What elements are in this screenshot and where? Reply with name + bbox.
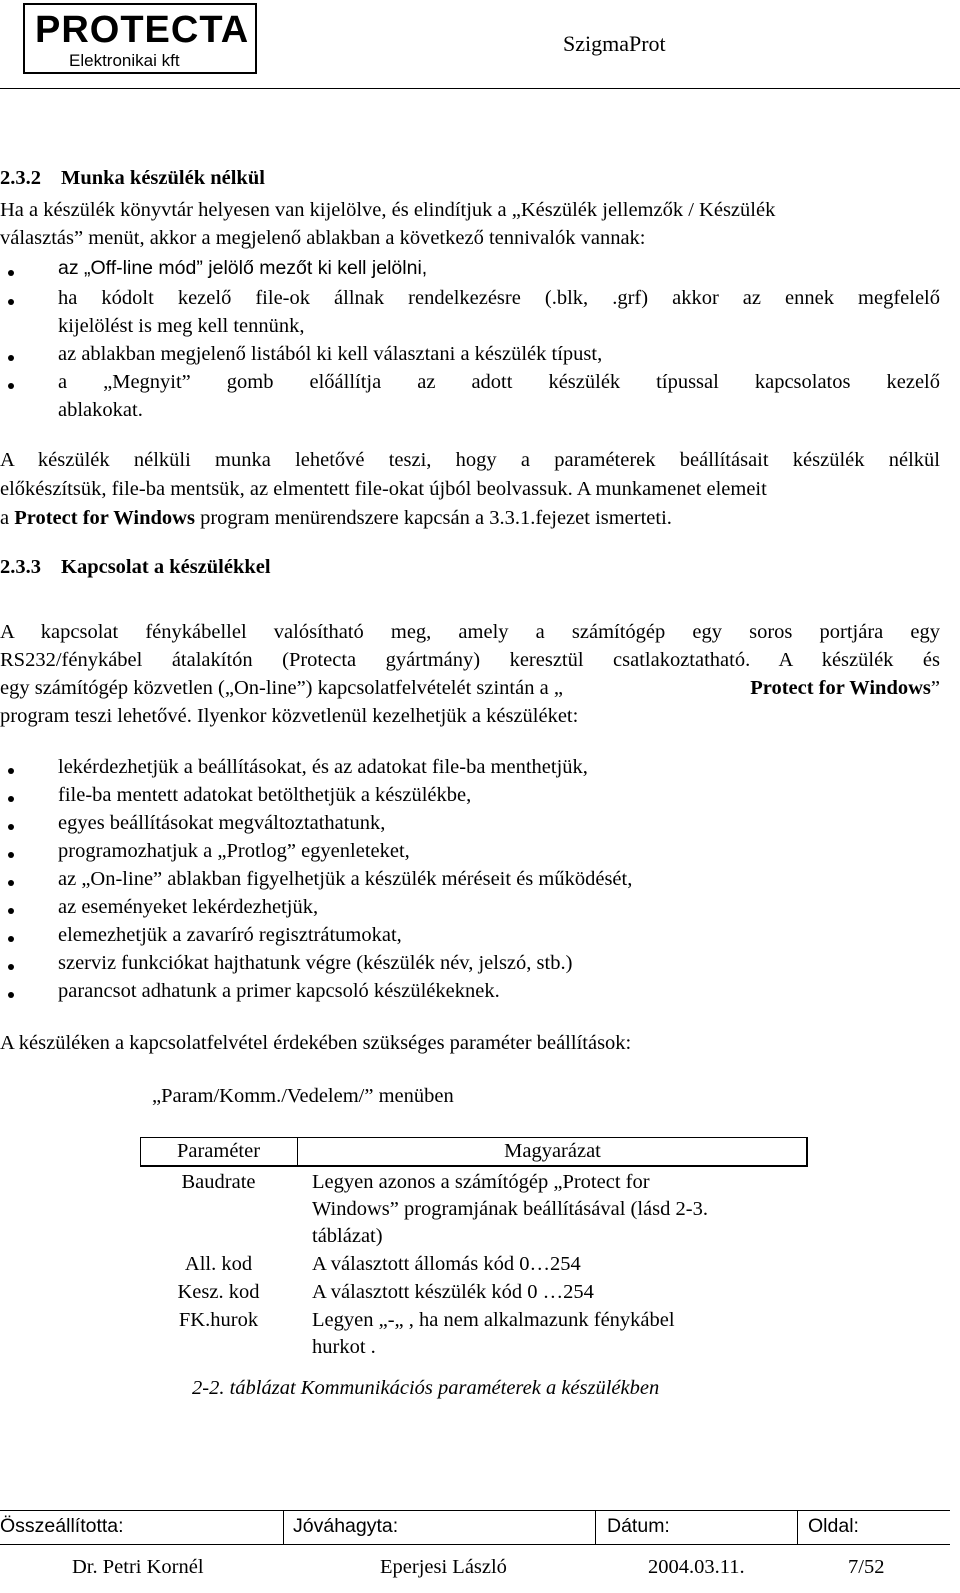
logo-text: PROTECTA <box>35 9 250 51</box>
settings-intro: A készüléken a kapcsolatfelvétel érdekében szükséges paraméter beállítások: <box>0 1032 632 1054</box>
bullet-icon <box>8 796 14 802</box>
paragraph-line <box>0 506 672 530</box>
footer-label-author: Összeállította: <box>0 1515 124 1537</box>
table-cell-desc: hurkot . <box>312 1336 376 1358</box>
list-item: az „Off-line mód” jelölő mezőt ki kell jelölni, <box>58 257 428 279</box>
footer-value-approver: Eperjesi László <box>380 1556 507 1578</box>
list-item: programozhatjuk a „Protlog” egyenleteket, <box>58 840 410 862</box>
product-name: Protect for Windows <box>750 677 931 699</box>
list-item: elemezhetjük a zavaríró regisztrátumokat, <box>58 924 402 946</box>
paragraph-line <box>0 676 940 700</box>
list-item: egyes beállításokat megváltoztathatunk, <box>58 812 386 834</box>
text-run: ” <box>930 677 940 699</box>
section-heading-232 <box>0 166 265 190</box>
footer-value-date: 2004.03.11. <box>648 1556 745 1578</box>
table-caption: 2-2. táblázat Kommunikációs paraméterek a készülékben <box>192 1377 660 1399</box>
document-title: SzigmaProt <box>563 31 666 56</box>
footer-label-date: Dátum: <box>607 1515 670 1537</box>
paragraph-line: A készülék nélküli munka lehetővé teszi, hogy a paraméterek beállításait készülék nélkül <box>0 449 940 471</box>
table-header-cell: Paraméter <box>176 1140 261 1162</box>
section-title: Munka készülék nélkül <box>61 167 265 189</box>
list-item: parancsot adhatunk a primer kapcsoló készülékeknek. <box>58 980 500 1002</box>
footer-divider <box>797 1510 798 1544</box>
table-cell-desc: Legyen azonos a számítógép „Protect for <box>312 1171 650 1193</box>
bullet-icon <box>8 383 14 389</box>
list-item-continuation: ablakokat. <box>58 399 143 421</box>
text-run: a <box>0 507 15 529</box>
bullet-icon <box>8 964 14 970</box>
logo-subtext: Elektronikai kft <box>69 51 180 70</box>
justified-run <box>0 676 940 700</box>
footer-middle-rule <box>0 1544 950 1545</box>
header-divider <box>0 88 960 89</box>
table-cell-param: Kesz. kod <box>177 1281 260 1303</box>
table-cell-param: FK.hurok <box>178 1309 259 1331</box>
section-number: 2.3.2 <box>0 167 41 189</box>
footer-value-author: Dr. Petri Kornél <box>72 1556 204 1578</box>
paragraph-line: előkészítsük, file-ba mentsük, az elmentett file-okat újból beolvassuk. A munkamenet elemeit <box>0 478 767 500</box>
list-item: az eseményeket lekérdezhetjük, <box>58 896 319 918</box>
bullet-icon <box>8 768 14 774</box>
bullet-icon <box>8 880 14 886</box>
footer-divider <box>595 1510 596 1544</box>
section-number: 2.3.3 <box>0 556 41 578</box>
footer-value-page: 7/52 <box>848 1556 885 1578</box>
section-heading-233 <box>0 555 271 579</box>
bullet-icon <box>8 936 14 942</box>
list-item: ha kódolt kezelő file-ok állnak rendelkezésre (.blk, .grf) akkor az ennek megfelelő <box>58 287 940 309</box>
table-cell-desc: A választott készülék kód 0 …254 <box>312 1281 594 1303</box>
section-title: Kapcsolat a készülékkel <box>61 556 271 578</box>
product-name: Protect for Windows <box>14 507 195 529</box>
list-item: szerviz funkciókat hajthatunk végre (készülék név, jelszó, stb.) <box>58 952 573 974</box>
table-cell-desc: A választott állomás kód 0…254 <box>312 1253 581 1275</box>
list-item: a „Megnyit” gomb előállítja az adott készülék típussal kapcsolatos kezelő <box>58 371 940 393</box>
list-item-continuation: kijelölést is meg kell tennünk, <box>58 315 305 337</box>
paragraph-line: RS232/fénykábel átalakítón (Protecta gyártmány) keresztül csatlakoztatható. A készülék és <box>0 649 940 671</box>
text-run: program menürendszere kapcsán a 3.3.1.fejezet ismerteti. <box>194 507 672 529</box>
footer-label-approver: Jóváhagyta: <box>293 1515 399 1537</box>
list-item: lekérdezhetjük a beállításokat, és az adatokat file-ba menthetjük, <box>58 756 588 778</box>
footer-divider <box>283 1510 284 1544</box>
list-item: az ablakban megjelenő listából ki kell választani a készülék típust, <box>58 343 603 365</box>
bullet-icon <box>8 270 14 276</box>
paragraph-line: program teszi lehetővé. Ilyenkor közvetlenül kezelhetjük a készüléket: <box>0 705 579 727</box>
table-header-cell: Magyarázat <box>504 1140 601 1162</box>
table-cell-desc: Legyen „-„ , ha nem alkalmazunk fénykábel <box>312 1309 675 1331</box>
text-run: egy számítógép közvetlen („On-line”) kapcsolatfelvételét szintán a „ <box>0 677 563 699</box>
table-cell-param: All. kod <box>184 1253 253 1275</box>
bullet-icon <box>8 992 14 998</box>
intro-line: Ha a készülék könyvtár helyesen van kijelölve, és elindítjuk a „Készülék jellemzők / Készülék <box>0 199 776 221</box>
bullet-icon <box>8 908 14 914</box>
footer-label-page: Oldal: <box>808 1515 859 1537</box>
footer-top-rule <box>0 1510 950 1511</box>
intro-line: választás” menüt, akkor a megjelenő ablakban a következő tennivalók vannak: <box>0 227 646 249</box>
bullet-icon <box>8 299 14 305</box>
table-cell-desc: Windows” programjának beállításával (lásd 2-3. <box>312 1198 708 1220</box>
list-item: az „On-line” ablakban figyelhetjük a készülék méréseit és működését, <box>58 868 633 890</box>
menu-path: „Param/Komm./Vedelem/” menüben <box>152 1085 454 1107</box>
paragraph-line: A kapcsolat fénykábellel valósítható meg, amely a számítógép egy soros portjára egy <box>0 621 940 643</box>
bullet-icon <box>8 355 14 361</box>
company-logo <box>23 3 257 74</box>
bullet-icon <box>8 852 14 858</box>
table-cell-desc: táblázat) <box>312 1225 383 1247</box>
bullet-icon <box>8 824 14 830</box>
list-item: file-ba mentett adatokat betölthetjük a készülékbe, <box>58 784 472 806</box>
table-cell-param: Baudrate <box>181 1171 256 1193</box>
